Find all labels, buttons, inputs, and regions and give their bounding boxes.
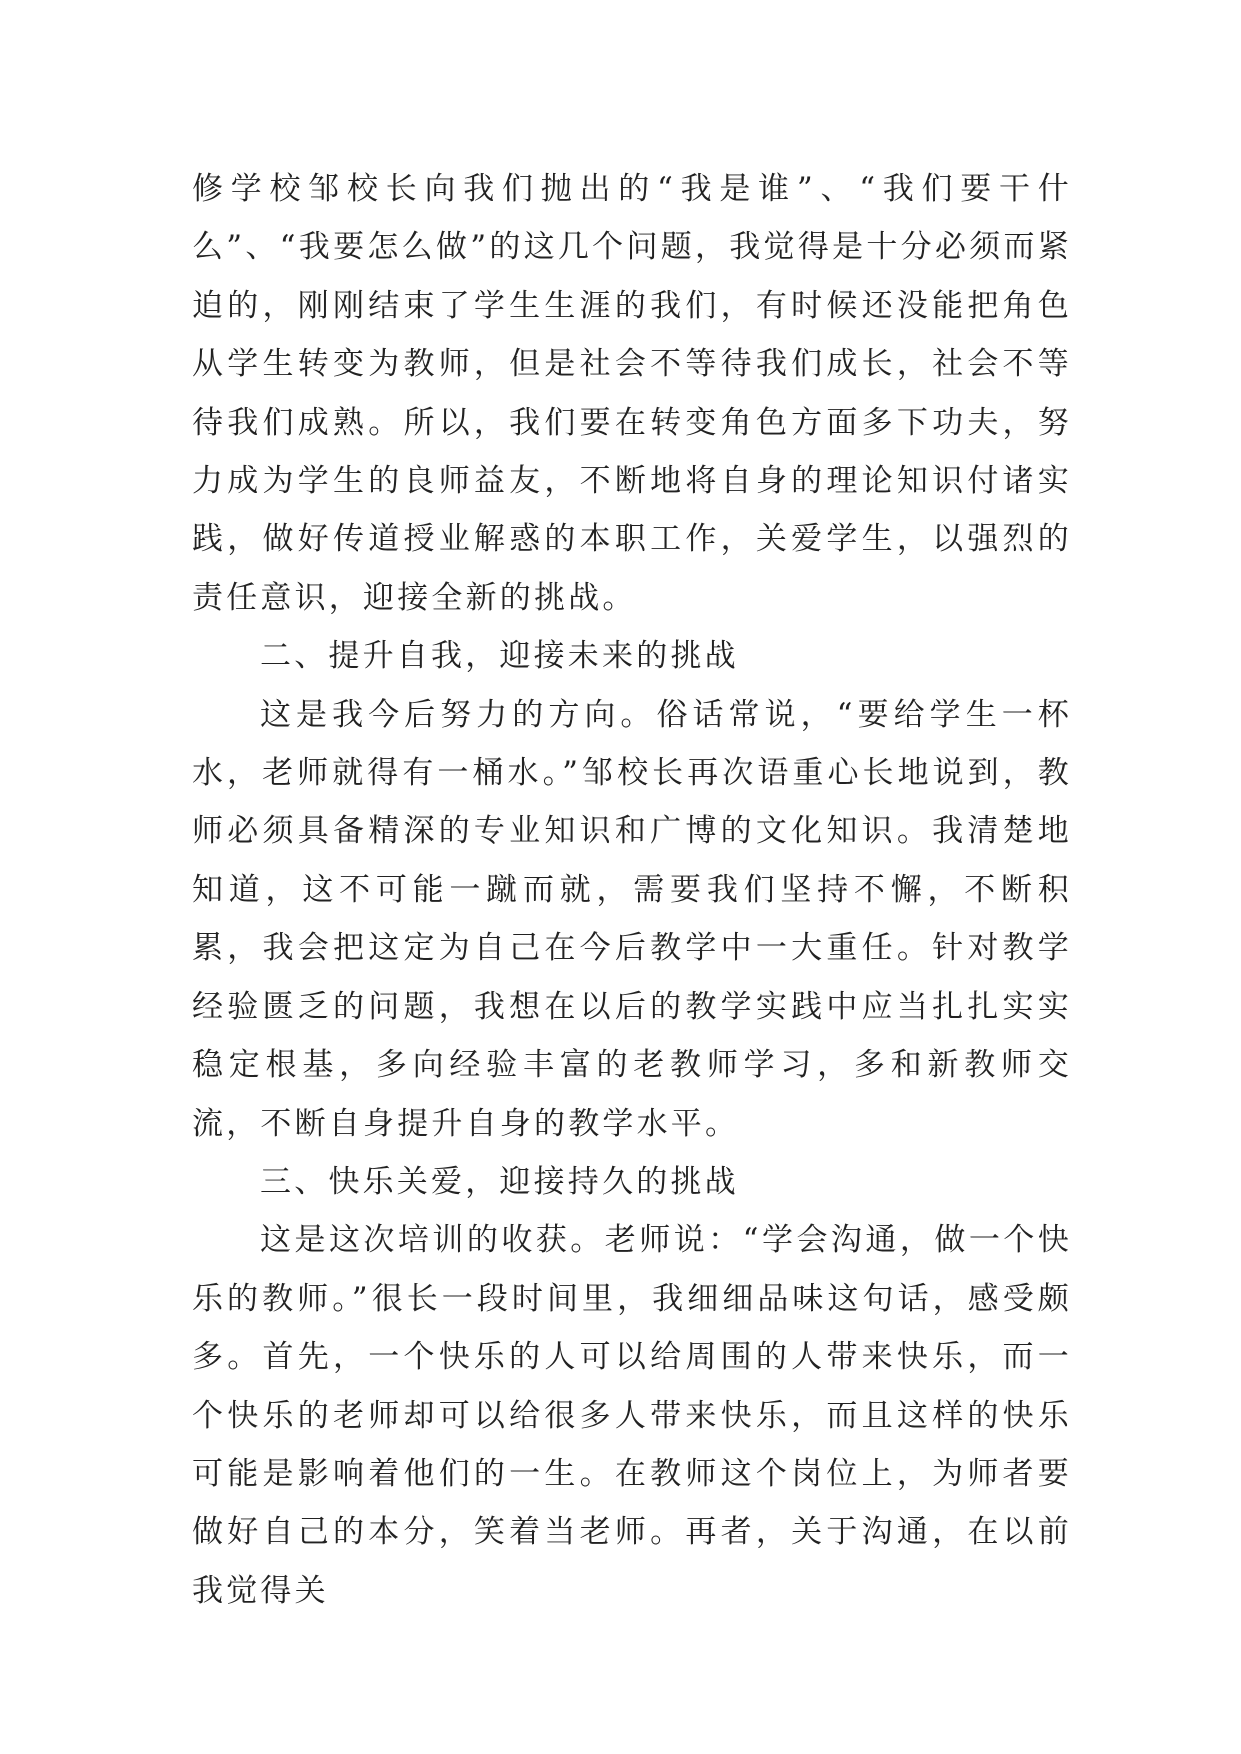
document-body [192,160,1072,1620]
paragraph-section-2: 这是我今后努力的方向。俗话常说，“要给学生一杯水，老师就得有一桶水。”邹校长再次语重心长地说到，教师必须具备精深的专业知识和广博的文化知识。我清楚地知道，这不可能一蹴而就，需要我们坚持不懈，不断积累，我会把这定为自己在今后教学中一大重任。针对教学经验匮乏的问题，我想在以后的教学实践中应当扎扎实实稳定根基，多向经验丰富的老教师学习，多和新教师交流，不断自身提升自身的教学水平。 [192,696,1072,1142]
section-heading-3: 三、快乐关爱，迎接持久的挑战 [260,1163,739,1200]
section-heading-2: 二、提升自我，迎接未来的挑战 [260,638,739,675]
paragraph-continuation: 修学校邹校长向我们抛出的“我是谁”、“我们要干什么”、“我要怎么做”的这几个问题，我觉得是十分必须而紧迫的，刚刚结束了学生生涯的我们，有时候还没能把角色从学生转变为教师，但是社会不等待我们成长，社会不等待我们成熟。所以，我们要在转变角色方面多下功夫，努力成为学生的良师益友，不断地将自身的理论知识付诸实践，做好传道授业解惑的本职工作，关爱学生，以强烈的责任意识，迎接全新的挑战。 [192,171,1072,616]
paragraph-section-3: 这是这次培训的收获。老师说：“学会沟通，做一个快乐的教师。”很长一段时间里，我细细品味这句话，感受颇多。首先，一个快乐的人可以给周围的人带来快乐，而一个快乐的老师却可以给很多人带来快乐，而且这样的快乐可能是影响着他们的一生。在教师这个岗位上，为师者要做好自己的本分，笑着当老师。再者，关于沟通，在以前我觉得关 [192,1222,1072,1609]
